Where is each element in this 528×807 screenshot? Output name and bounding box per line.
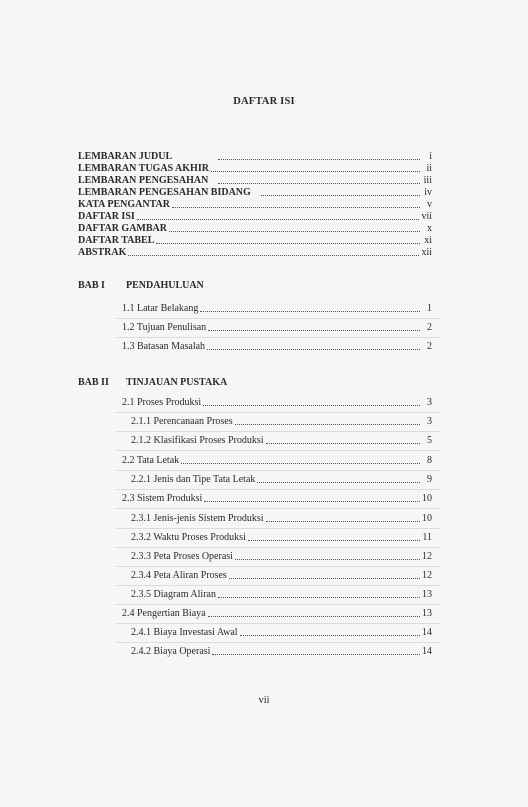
dot-leader bbox=[235, 559, 420, 560]
chapter-heading bbox=[78, 377, 227, 388]
chapter-heading bbox=[78, 280, 204, 291]
toc-label: DAFTAR TABEL bbox=[78, 235, 155, 246]
toc-page: iv bbox=[424, 187, 432, 198]
toc-page: 3 bbox=[427, 397, 432, 408]
toc-entry bbox=[122, 455, 432, 467]
toc-label: 2.3.1 Jenis-jenis Sistem Produksi bbox=[131, 513, 264, 524]
dot-leader bbox=[257, 482, 420, 483]
dot-leader bbox=[208, 330, 420, 331]
divider bbox=[116, 566, 440, 567]
toc-label: 2.1.1 Perencanaan Proses bbox=[131, 416, 233, 427]
toc-entry bbox=[122, 608, 432, 620]
toc-entry bbox=[78, 163, 432, 175]
toc-page: 9 bbox=[427, 474, 432, 485]
toc-label: 1.3 Batasan Masalah bbox=[122, 341, 206, 352]
toc-entry bbox=[78, 235, 432, 247]
toc-label: 2.4 Pengertian Biaya bbox=[122, 608, 206, 619]
dot-leader bbox=[156, 243, 420, 244]
dot-leader bbox=[208, 616, 420, 617]
toc-entry bbox=[78, 211, 432, 223]
toc-entry bbox=[122, 322, 432, 334]
toc-label: 2.4.2 Biaya Operasi bbox=[131, 646, 211, 657]
dot-leader bbox=[169, 231, 420, 232]
divider bbox=[116, 318, 440, 319]
toc-page: 12 bbox=[422, 570, 432, 581]
toc-label: 2.4.1 Biaya Investasi Awal bbox=[131, 627, 238, 638]
dot-leader bbox=[172, 207, 420, 208]
toc-page: i bbox=[429, 151, 432, 162]
toc-page: xi bbox=[424, 235, 432, 246]
divider bbox=[116, 508, 440, 509]
dot-leader bbox=[248, 540, 420, 541]
divider bbox=[116, 450, 440, 451]
toc-label: 2.1 Proses Produksi bbox=[122, 397, 202, 408]
toc-entry bbox=[131, 474, 432, 486]
toc-label: 2.3.2 Waktu Proses Produksi bbox=[131, 532, 246, 543]
toc-page: 14 bbox=[422, 627, 432, 638]
toc-entry bbox=[131, 627, 432, 639]
toc-entry bbox=[131, 551, 432, 563]
toc-label: 2.2 Tata Letak bbox=[122, 455, 180, 466]
toc-page: 13 bbox=[422, 608, 432, 619]
chapter-title: TINJAUAN PUSTAKA bbox=[126, 377, 228, 388]
toc-entry bbox=[78, 223, 432, 235]
dot-leader bbox=[261, 195, 420, 196]
toc-entry bbox=[122, 303, 432, 315]
toc-label: LEMBARAN PENGESAHAN BIDANG bbox=[78, 187, 251, 198]
toc-page: 13 bbox=[422, 589, 432, 600]
divider bbox=[116, 642, 440, 643]
toc-page: 10 bbox=[422, 513, 432, 524]
toc-label: 2.3 Sistem Produksi bbox=[122, 493, 203, 504]
dot-leader bbox=[229, 578, 420, 579]
dot-leader bbox=[266, 443, 421, 444]
divider bbox=[116, 337, 440, 338]
toc-label: 2.1.2 Klasifikasi Proses Produksi bbox=[131, 435, 264, 446]
dot-leader bbox=[211, 171, 420, 172]
toc-label: LEMBARAN PENGESAHAN bbox=[78, 175, 209, 186]
toc-entry bbox=[122, 397, 432, 409]
toc-page: iii bbox=[423, 175, 432, 186]
chapter-number: BAB II bbox=[78, 377, 109, 388]
divider bbox=[116, 470, 440, 471]
dot-leader bbox=[212, 654, 420, 655]
toc-label: DAFTAR GAMBAR bbox=[78, 223, 167, 234]
toc-page: 2 bbox=[427, 322, 432, 333]
toc-entry bbox=[131, 532, 432, 544]
toc-label: ABSTRAK bbox=[78, 247, 127, 258]
dot-leader bbox=[128, 255, 419, 256]
toc-entry bbox=[78, 175, 432, 187]
toc-page: 8 bbox=[427, 455, 432, 466]
toc-page: x bbox=[427, 223, 432, 234]
dot-leader bbox=[137, 219, 420, 220]
toc-entry bbox=[131, 435, 432, 447]
toc-entry bbox=[131, 416, 432, 428]
dot-leader bbox=[181, 463, 420, 464]
toc-page: 5 bbox=[427, 435, 432, 446]
divider bbox=[116, 604, 440, 605]
chapter-number: BAB I bbox=[78, 280, 105, 291]
divider bbox=[116, 412, 440, 413]
toc-page: vii bbox=[421, 211, 432, 222]
divider bbox=[116, 489, 440, 490]
divider bbox=[116, 547, 440, 548]
toc-page: 2 bbox=[427, 341, 432, 352]
toc-label: LEMBARAN JUDUL bbox=[78, 151, 173, 162]
toc-label: 1.1 Latar Belakang bbox=[122, 303, 199, 314]
toc-page: 14 bbox=[422, 646, 432, 657]
toc-entry bbox=[131, 589, 432, 601]
toc-page: 11 bbox=[422, 532, 432, 543]
toc-label: 1.2 Tujuan Penulisan bbox=[122, 322, 207, 333]
dot-leader bbox=[218, 159, 420, 160]
toc-label: 2.3.5 Diagram Aliran bbox=[131, 589, 216, 600]
dot-leader bbox=[235, 424, 420, 425]
toc-label: 2.2.1 Jenis dan Tipe Tata Letak bbox=[131, 474, 256, 485]
dot-leader bbox=[266, 521, 420, 522]
toc-entry bbox=[78, 187, 432, 199]
dot-leader bbox=[240, 635, 420, 636]
toc-entry bbox=[131, 570, 432, 582]
divider bbox=[116, 585, 440, 586]
toc-entry bbox=[122, 493, 432, 505]
dot-leader bbox=[204, 501, 420, 502]
divider bbox=[116, 431, 440, 432]
toc-page: 10 bbox=[422, 493, 432, 504]
toc-page: 12 bbox=[422, 551, 432, 562]
toc-label: KATA PENGANTAR bbox=[78, 199, 170, 210]
toc-page: 3 bbox=[427, 416, 432, 427]
toc-page: 1 bbox=[427, 303, 432, 314]
toc-label: 2.3.3 Peta Proses Operasi bbox=[131, 551, 233, 562]
toc-page: ii bbox=[426, 163, 432, 174]
toc-entry bbox=[131, 513, 432, 525]
toc-label: DAFTAR ISI bbox=[78, 211, 135, 222]
toc-label: 2.3.4 Peta Aliran Proses bbox=[131, 570, 227, 581]
toc-entry bbox=[131, 646, 432, 658]
divider bbox=[116, 528, 440, 529]
divider bbox=[116, 623, 440, 624]
dot-leader bbox=[218, 597, 420, 598]
chapter-title: PENDAHULUAN bbox=[126, 280, 204, 291]
dot-leader bbox=[207, 349, 420, 350]
toc-page: xii bbox=[421, 247, 432, 258]
dot-leader bbox=[200, 311, 420, 312]
toc-label: LEMBARAN TUGAS AKHIR bbox=[78, 163, 209, 174]
toc-entry bbox=[78, 151, 432, 163]
toc-entry bbox=[122, 341, 432, 353]
page-number: vii bbox=[258, 695, 270, 706]
dot-leader bbox=[218, 183, 420, 184]
toc-entry bbox=[78, 199, 432, 211]
page-title: DAFTAR ISI bbox=[233, 96, 295, 107]
toc-entry bbox=[78, 247, 432, 259]
toc-page: v bbox=[427, 199, 432, 210]
dot-leader bbox=[203, 405, 420, 406]
